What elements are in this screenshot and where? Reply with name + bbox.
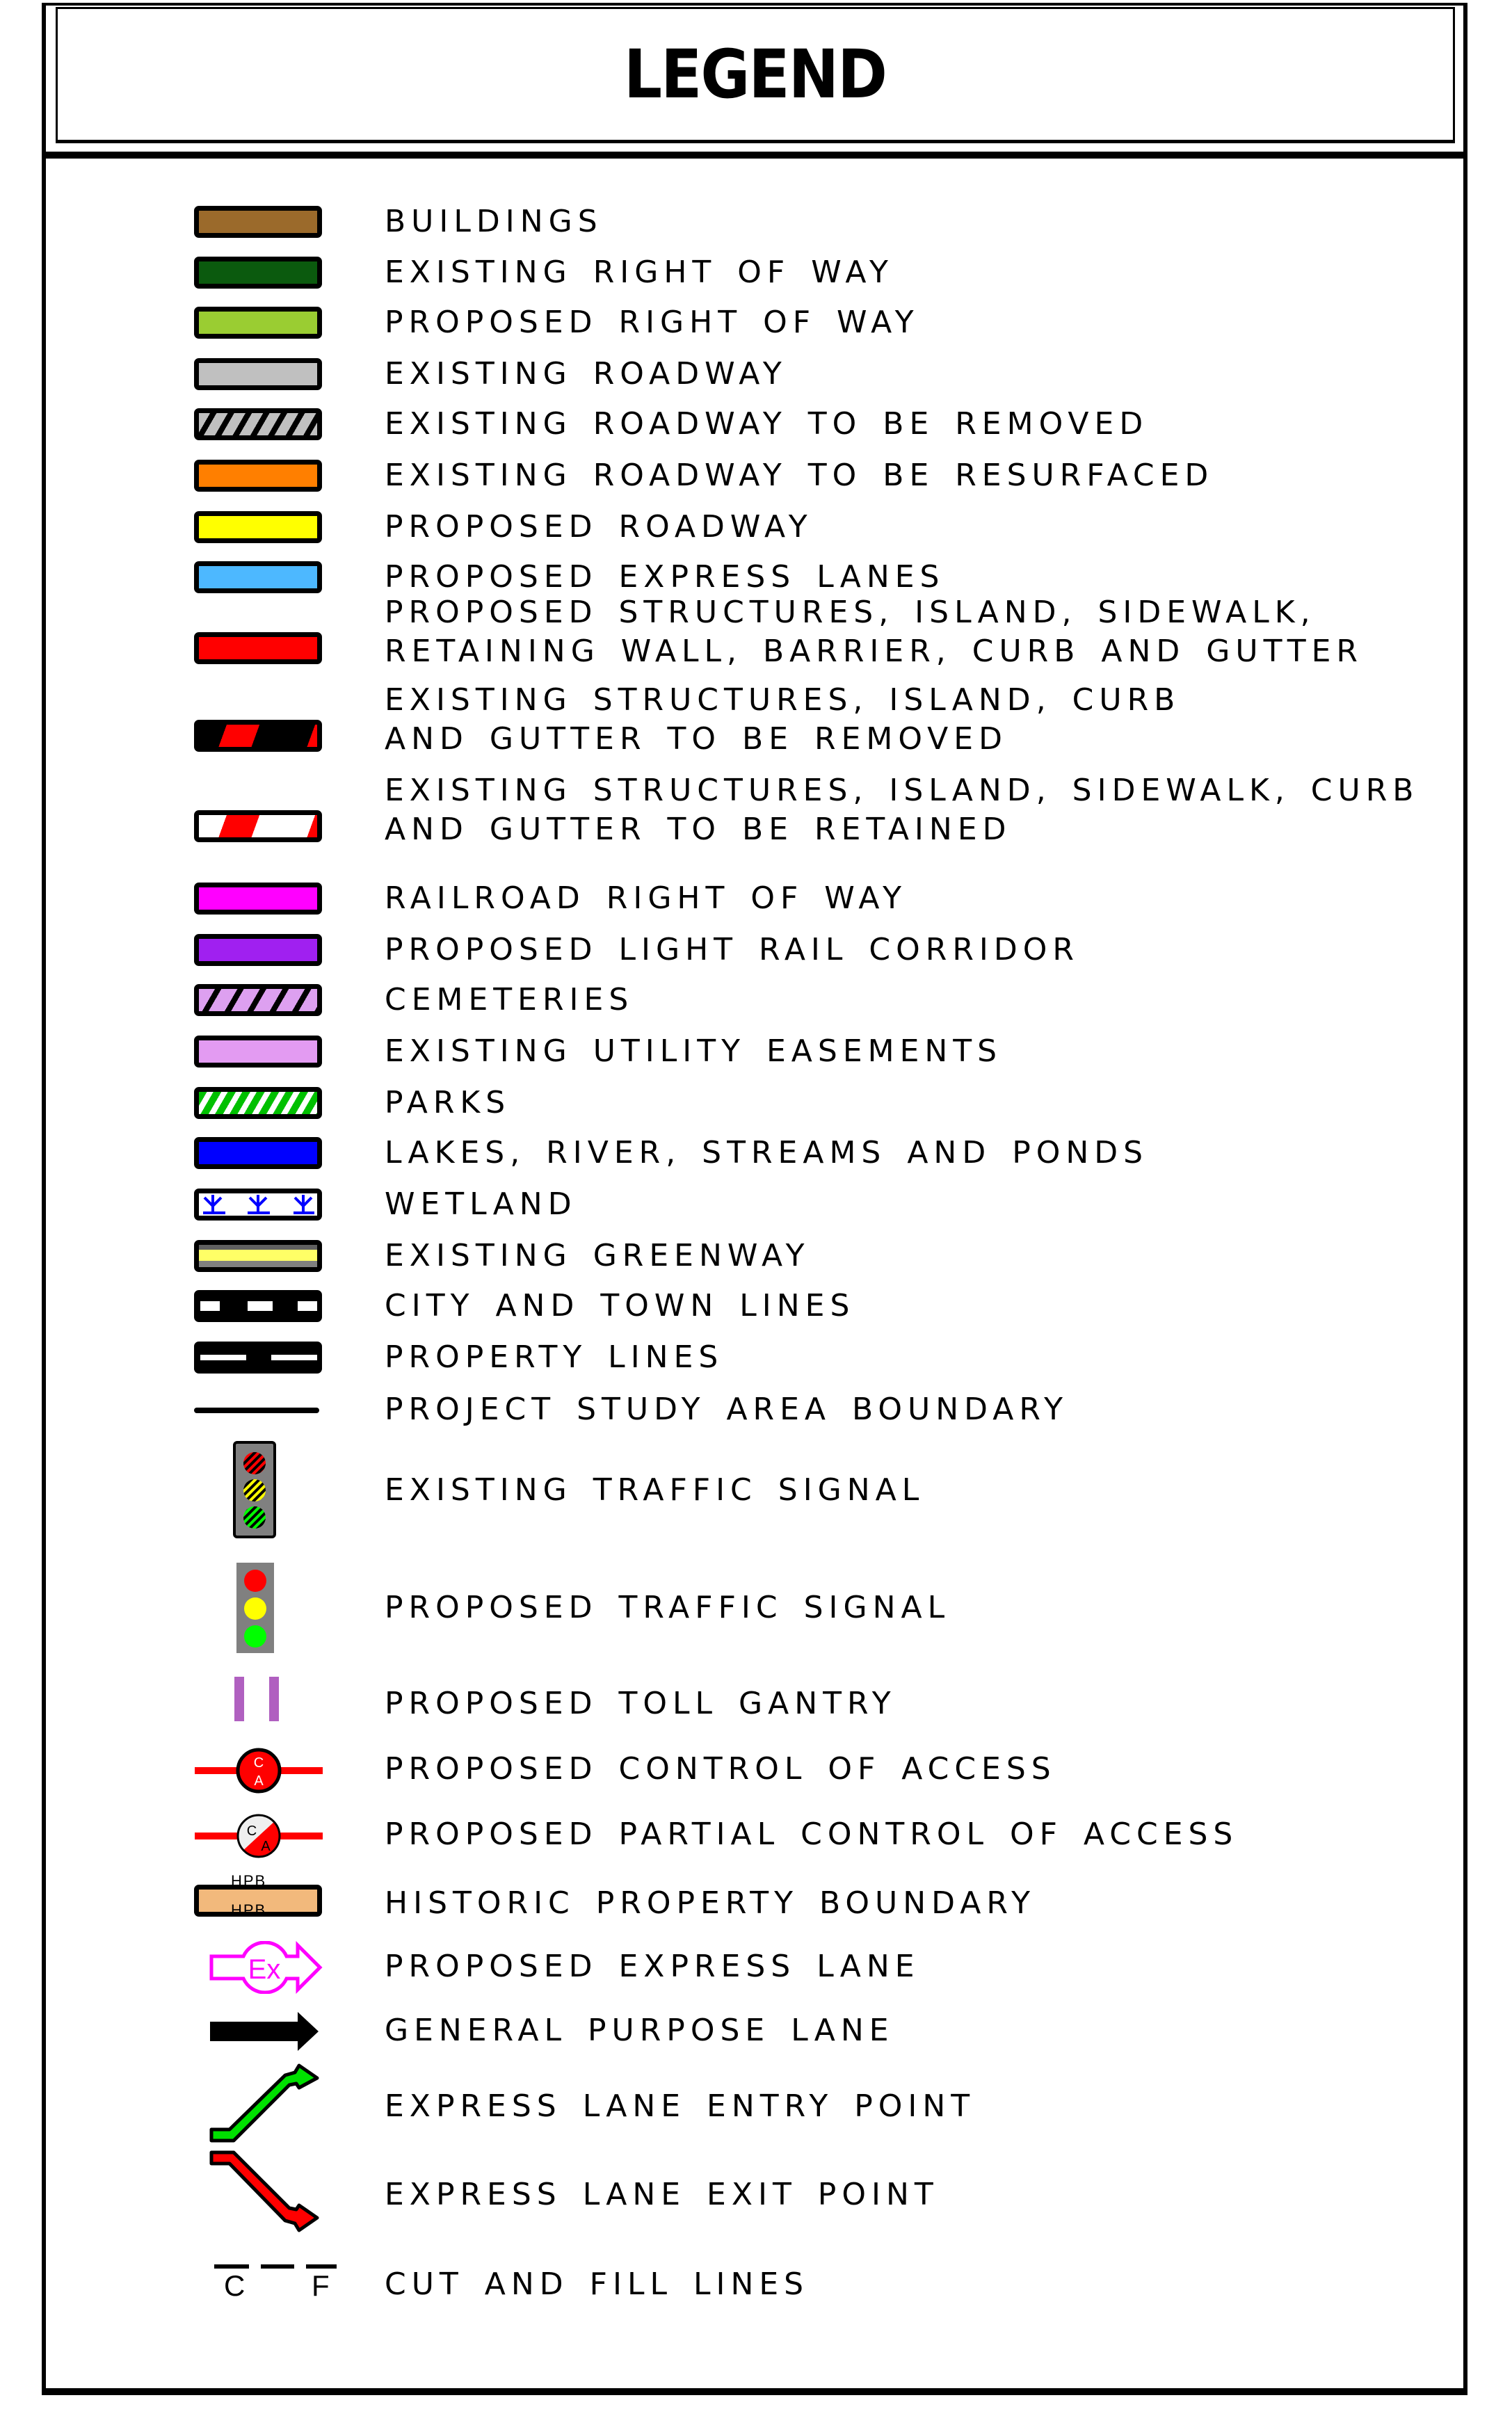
- buildings-swatch-icon: [194, 206, 322, 238]
- legend-label: EXISTING STRUCTURES, ISLAND, SIDEWALK, CURB: [385, 773, 1419, 808]
- property-line-swatch-icon: [194, 1342, 322, 1374]
- partial-control-of-access-icon: [195, 1812, 323, 1860]
- legend-label: AND GUTTER TO BE RETAINED: [385, 812, 1012, 847]
- legend-label: EXISTING TRAFFIC SIGNAL: [385, 1472, 925, 1508]
- legend-label: PROPOSED CONTROL OF ACCESS: [385, 1751, 1056, 1787]
- proposed-structures-swatch-icon: [194, 632, 322, 664]
- legend-label: PROPOSED RIGHT OF WAY: [385, 305, 919, 340]
- legend-label: EXISTING ROADWAY: [385, 356, 787, 392]
- legend-label: PROPOSED EXPRESS LANE: [385, 1949, 920, 1984]
- toll-gantry-icon: [234, 1677, 279, 1721]
- svg-text:C: C: [253, 1755, 264, 1771]
- title-divider: [46, 152, 1463, 159]
- legend-label: AND GUTTER TO BE REMOVED: [385, 721, 1008, 757]
- legend-label: EXPRESS LANE EXIT POINT: [385, 2177, 939, 2212]
- cut-glyph: C: [224, 2269, 246, 2302]
- legend-label: EXISTING GREENWAY: [385, 1238, 810, 1273]
- express-lane-entry-icon: [209, 2063, 327, 2146]
- legend-label: WETLAND: [385, 1186, 577, 1222]
- legend-label: PROPOSED TRAFFIC SIGNAL: [385, 1590, 951, 1625]
- cut-fill-lines-icon: [214, 2264, 339, 2306]
- hatched-gray-swatch-icon: [194, 408, 322, 440]
- legend-title-box: [56, 7, 1455, 143]
- legend-label: PROPOSED TOLL GANTRY: [385, 1686, 896, 1721]
- legend-label: CUT AND FILL LINES: [385, 2266, 810, 2302]
- cemeteries-hatched-swatch-icon: [194, 984, 322, 1016]
- red-black-striped-swatch-icon: [194, 720, 322, 752]
- legend-label: EXISTING UTILITY EASEMENTS: [385, 1033, 1003, 1069]
- water-swatch-icon: [194, 1137, 322, 1169]
- light-rail-swatch-icon: [194, 934, 322, 966]
- legend-label: PROPERTY LINES: [385, 1339, 724, 1375]
- svg-text:A: A: [261, 1839, 271, 1854]
- express-lane-exit-icon: [209, 2147, 327, 2237]
- legend-label: PROPOSED PARTIAL CONTROL OF ACCESS: [385, 1817, 1239, 1852]
- wetland-swatch-icon: [194, 1189, 322, 1221]
- legend-label: EXISTING RIGHT OF WAY: [385, 255, 894, 290]
- railroad-swatch-icon: [194, 883, 322, 915]
- red-white-striped-swatch-icon: [194, 810, 322, 842]
- proposed-traffic-signal-icon: [236, 1563, 275, 1654]
- legend-label: GENERAL PURPOSE LANE: [385, 2013, 894, 2048]
- proposed-roadway-swatch-icon: [194, 511, 322, 543]
- legend-label: EXISTING ROADWAY TO BE REMOVED: [385, 406, 1149, 442]
- fill-glyph: F: [312, 2269, 330, 2302]
- legend-label: EXPRESS LANE ENTRY POINT: [385, 2088, 976, 2124]
- existing-right-of-way-swatch-icon: [194, 257, 322, 289]
- existing-traffic-signal-icon: [233, 1441, 278, 1540]
- legend-label: PROPOSED STRUCTURES, ISLAND, SIDEWALK,: [385, 595, 1316, 630]
- svg-text:A: A: [254, 1773, 264, 1789]
- city-town-line-swatch-icon: [194, 1290, 322, 1322]
- existing-roadway-swatch-icon: [194, 358, 322, 390]
- legend-label: CITY AND TOWN LINES: [385, 1288, 855, 1323]
- utility-easement-swatch-icon: [194, 1036, 322, 1068]
- resurfaced-swatch-icon: [194, 460, 322, 492]
- parks-hatched-swatch-icon: [194, 1087, 322, 1119]
- legend-label: PROPOSED EXPRESS LANES: [385, 559, 945, 595]
- hpb-text-top: HPB: [231, 1872, 267, 1890]
- legend-label: RAILROAD RIGHT OF WAY: [385, 880, 907, 916]
- general-purpose-arrow-icon: [209, 2012, 320, 2051]
- legend-label: LAKES, RIVER, STREAMS AND PONDS: [385, 1135, 1149, 1170]
- express-lane-arrow-icon: [209, 1941, 323, 1994]
- legend-label: CEMETERIES: [385, 982, 634, 1017]
- legend-label: RETAINING WALL, BARRIER, CURB AND GUTTER: [385, 634, 1363, 669]
- legend-label: EXISTING STRUCTURES, ISLAND, CURB: [385, 682, 1181, 718]
- hpb-text-bottom: HPB: [231, 1901, 267, 1919]
- legend-label: BUILDINGS: [385, 204, 603, 239]
- legend-title: LEGEND: [624, 35, 887, 113]
- legend-label: PROJECT STUDY AREA BOUNDARY: [385, 1392, 1069, 1427]
- boundary-line-icon: [194, 1408, 319, 1413]
- control-of-access-icon: [195, 1746, 323, 1795]
- legend-label: HISTORIC PROPERTY BOUNDARY: [385, 1885, 1036, 1921]
- legend-label: EXISTING ROADWAY TO BE RESURFACED: [385, 458, 1214, 493]
- legend-label: PROPOSED ROADWAY: [385, 509, 813, 545]
- proposed-right-of-way-swatch-icon: [194, 307, 322, 339]
- svg-text:Ex: Ex: [248, 1954, 281, 1985]
- legend-label: PARKS: [385, 1085, 511, 1120]
- svg-text:C: C: [246, 1823, 257, 1839]
- legend-label: PROPOSED LIGHT RAIL CORRIDOR: [385, 932, 1079, 967]
- express-lanes-swatch-icon: [194, 561, 322, 593]
- greenway-swatch-icon: [194, 1240, 322, 1272]
